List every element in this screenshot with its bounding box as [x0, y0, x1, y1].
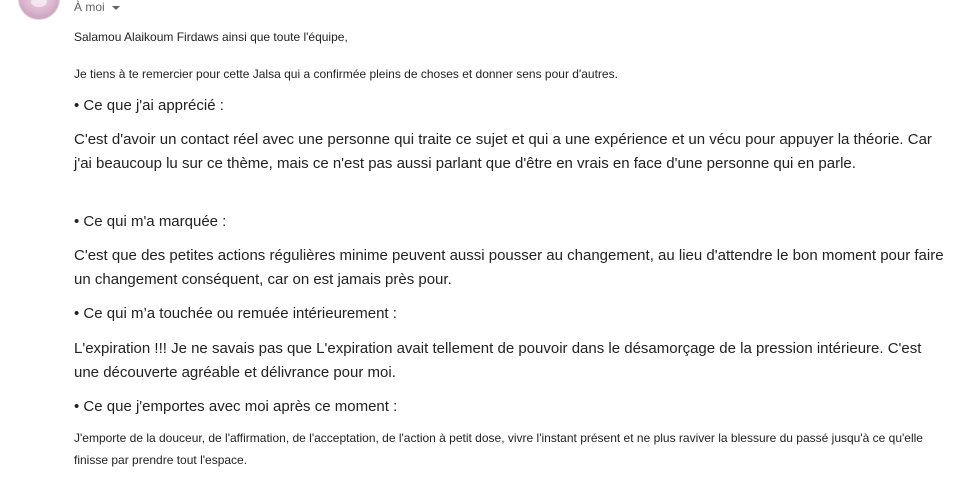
section-heading-marked: • Ce qui m'a marquée :	[74, 213, 227, 230]
section-body-touched: L'expiration !!! Je ne savais pas que L'expiration avait tellement de pouvoir dans le désamorçage de la pression intérieure. C'est une découverte agréable et délivrance pour moi.	[74, 340, 922, 381]
section-body-marked: C'est que des petites actions régulières minime peuvent aussi pousser au changement, au lieu d'attendre le bon moment pour faire un changement conséquent, car on est jamais près pour.	[74, 247, 944, 288]
section-body-takeaway: J'emporte de la douceur, de l'affirmation, de l'acceptation, de l'action à petit dose, vivre l'instant présent et ne plus raviver la blessure du passé jusqu'à ce qu'elle finisse par prendre tout l'espace.	[74, 431, 923, 467]
section-heading-takeaway: • Ce que j'emportes avec moi après ce moment :	[74, 398, 398, 415]
avatar-image	[31, 0, 47, 7]
recipient-label: À moi	[74, 0, 105, 14]
recipient-details-toggle[interactable]	[74, 0, 120, 14]
sender-avatar[interactable]	[18, 0, 60, 20]
email-greeting: Salamou Alaikoum Firdaws ainsi que toute l'équipe,	[74, 30, 348, 44]
section-heading-touched: • Ce qui m’a touchée ou remuée intérieurement :	[74, 305, 397, 322]
section-body-appreciated: C'est d'avoir un contact réel avec une personne qui traite ce sujet et qui a une expérience et un vécu pour appuyer la théorie. Car j'ai beaucoup lu sur ce thème, mais ce n'est pas aussi parlant que d'être en vrais en face d'une personne qui en parle.	[74, 131, 932, 172]
email-intro: Je tiens à te remercier pour cette Jalsa qui a confirmée pleins de choses et donner sens pour d'autres.	[74, 67, 618, 81]
chevron-down-icon	[112, 6, 120, 10]
section-heading-appreciated: • Ce que j'ai apprécié :	[74, 97, 224, 114]
